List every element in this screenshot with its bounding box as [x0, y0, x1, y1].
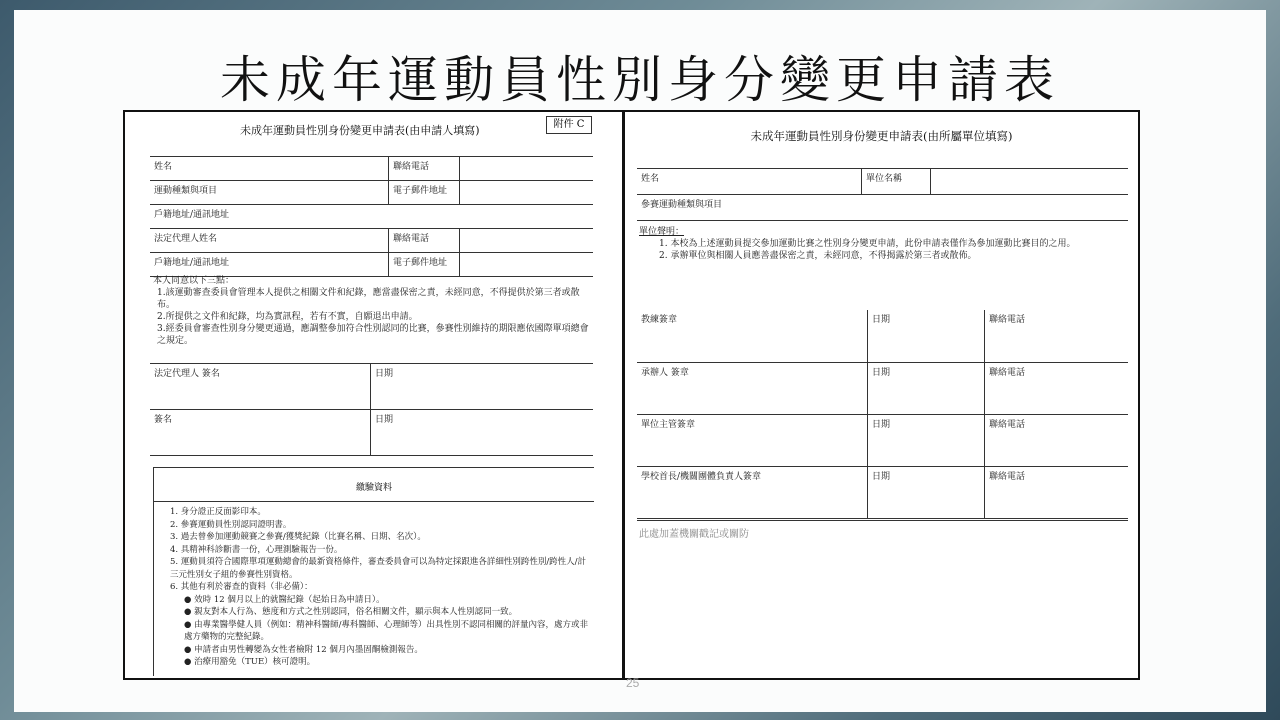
- unit-name-value[interactable]: [931, 169, 1129, 195]
- sub-document-item: ● 申請者由男性轉變為女性者檢附 12 個月內墨固酮檢測報告。: [184, 644, 423, 655]
- attachment-label: 附件 C: [546, 116, 592, 134]
- row-guardian-phone-label: 聯絡電話: [389, 229, 460, 253]
- sub-document-item: ● 治療用豁免（TUE）核可證明。: [184, 657, 316, 667]
- unit-notice: [639, 226, 1127, 262]
- handler-signature-phone: 聯絡電話: [985, 362, 1129, 414]
- consent-title: 本人同意以下三點：: [153, 276, 235, 286]
- unit-info-table: [637, 168, 1128, 221]
- head-signature-phone: 聯絡電話: [985, 466, 1129, 518]
- unit-row-name-label: 姓名: [637, 169, 862, 195]
- slide-title: 未成年運動員性別身分變更申請表: [220, 51, 1060, 109]
- unit-row-sport-label: 參賽運動種類與項目: [637, 195, 1128, 221]
- document-item: 2. 參賽運動員性別認同證明書。: [170, 519, 292, 530]
- stamp-area: [637, 520, 1128, 673]
- consent-block: [153, 275, 593, 347]
- documents-box: [153, 467, 594, 676]
- sub-document-text: 申請者由男性轉變為女性者檢附 12 個月內墨固酮檢測報告。: [194, 644, 423, 655]
- row-phone-label: 聯絡電話: [389, 157, 460, 181]
- unit-signature-table: [637, 310, 1128, 519]
- sub-document-text: 親友對本人行為、態度和方式之性別認同，俗名相關文件，顯示與本人性別認同一致。: [194, 607, 518, 617]
- sub-document-text: 由專業醫學健人員（例如：精神科醫師/專科醫師、心理師等）出具性別不認同相關的評量內容，處方或非處方藥物的完整紀錄。: [184, 619, 588, 642]
- notice-item: 1. 本校為上述運動員提交參加運動比賽之性別身分變更申請，此份申請表僅作為參加運動比賽目的之用。: [659, 239, 1076, 249]
- consent-item: 3.經委員會審查性別身分變更通過，應調整參加符合性別認同的比賽，參賽性別維持的期限應依國際單項總會之規定。: [157, 324, 589, 346]
- row-name-label: 姓名: [150, 157, 389, 181]
- row-guardian-address-label: 戶籍地址/通訊地址: [150, 253, 389, 277]
- handler-signature-date: 日期: [868, 362, 985, 414]
- unit-form: [623, 110, 1140, 680]
- coach-signature-phone: 聯絡電話: [985, 310, 1129, 362]
- sub-document-item: ● 效時 12 個月以上的就醫紀錄（起始日為申請日）。: [184, 594, 385, 605]
- row-sport-label: 運動種類與項目: [150, 181, 389, 205]
- head-signature-label: 學校首長/機關團體負責人簽章: [637, 466, 868, 518]
- document-item: 4. 具精神科診斷書一份，心理測驗報告一份。: [170, 544, 343, 555]
- sub-document-item: ● 親友對本人行為、態度和方式之性別認同，俗名相關文件，顯示與本人性別認同一致。: [184, 607, 518, 617]
- coach-signature-date: 日期: [868, 310, 985, 362]
- row-guardian-label: 法定代理人姓名: [150, 229, 389, 253]
- document-item: 1. 身分證正反面影印本。: [170, 507, 266, 517]
- supervisor-signature-label: 單位主管簽章: [637, 414, 868, 466]
- guardian-signature-label: 法定代理人 簽名: [150, 364, 371, 410]
- supervisor-signature-phone: 聯絡電話: [985, 414, 1129, 466]
- email-value[interactable]: [460, 181, 594, 205]
- row-address-label: 戶籍地址/通訊地址: [150, 205, 593, 229]
- applicant-form: [123, 110, 624, 680]
- document-item: 6. 其他有利於審查的資料（非必備）：: [170, 582, 313, 592]
- phone-value[interactable]: [460, 157, 594, 181]
- applicant-signature-date: 日期: [371, 410, 594, 456]
- supervisor-signature-date: 日期: [868, 414, 985, 466]
- guardian-phone-value[interactable]: [460, 229, 594, 253]
- applicant-signature-label: 簽名: [150, 410, 371, 456]
- consent-item: 2.所提供之文件和紀錄，均為實訊程，若有不實，自願退出申請。: [157, 312, 418, 322]
- handler-signature-label: 承辦人 簽章: [637, 362, 868, 414]
- row-guardian-email-label: 電子郵件地址: [389, 253, 460, 277]
- sub-document-text: 治療用豁免（TUE）核可證明。: [194, 657, 316, 667]
- document-item: 5. 運動員須符合國際單項運動總會的最新資格條件，審查委員會可以為特定採跟進各詳細性別跨性別/跨性人/計三元性別女子組的參賽性別資格。: [170, 557, 587, 580]
- unit-form-heading: 未成年運動員性別身份變更申請表(由所屬單位填寫): [750, 129, 1013, 143]
- notice-item: 2. 承辦單位與相關人員應善盡保密之責，未經同意，不得揭露於第三者或散佈。: [659, 251, 977, 261]
- notice-title: 單位聲明：: [639, 227, 685, 237]
- head-signature-date: 日期: [868, 466, 985, 518]
- consent-item: 1.該運動審查委員會管理本人提供之相關文件和紀錄，應當盡保密之責，未經同意，不得提供於第三者或散布。: [157, 288, 580, 310]
- page-number: 25: [626, 676, 640, 690]
- sub-document-item: ● 由專業醫學健人員（例如：精神科醫師/專科醫師、心理師等）出具性別不認同相關的評量內容，處方或非處方藥物的完整紀錄。: [184, 619, 588, 642]
- row-email-label: 電子郵件地址: [389, 181, 460, 205]
- coach-signature-label: 教練簽章: [637, 310, 868, 362]
- guardian-email-value[interactable]: [460, 253, 594, 277]
- document-item: 3. 過去曾參加運動競賽之參賽/獲獎紀錄（比賽名稱、日期、名次）。: [170, 532, 426, 542]
- applicant-info-table: [150, 156, 593, 277]
- documents-title: 繳驗資料: [154, 468, 594, 502]
- applicant-signature-table: [150, 363, 593, 456]
- stamp-note: 此處加蓋機關戳記或關防: [639, 529, 749, 540]
- sub-document-text: 效時 12 個月以上的就醫紀錄（起始日為申請日）。: [194, 594, 385, 605]
- applicant-form-heading: 未成年運動員性別身份變更申請表(由申請人填寫): [240, 124, 480, 137]
- guardian-signature-date: 日期: [371, 364, 594, 410]
- unit-row-unit-label: 單位名稱: [862, 169, 931, 195]
